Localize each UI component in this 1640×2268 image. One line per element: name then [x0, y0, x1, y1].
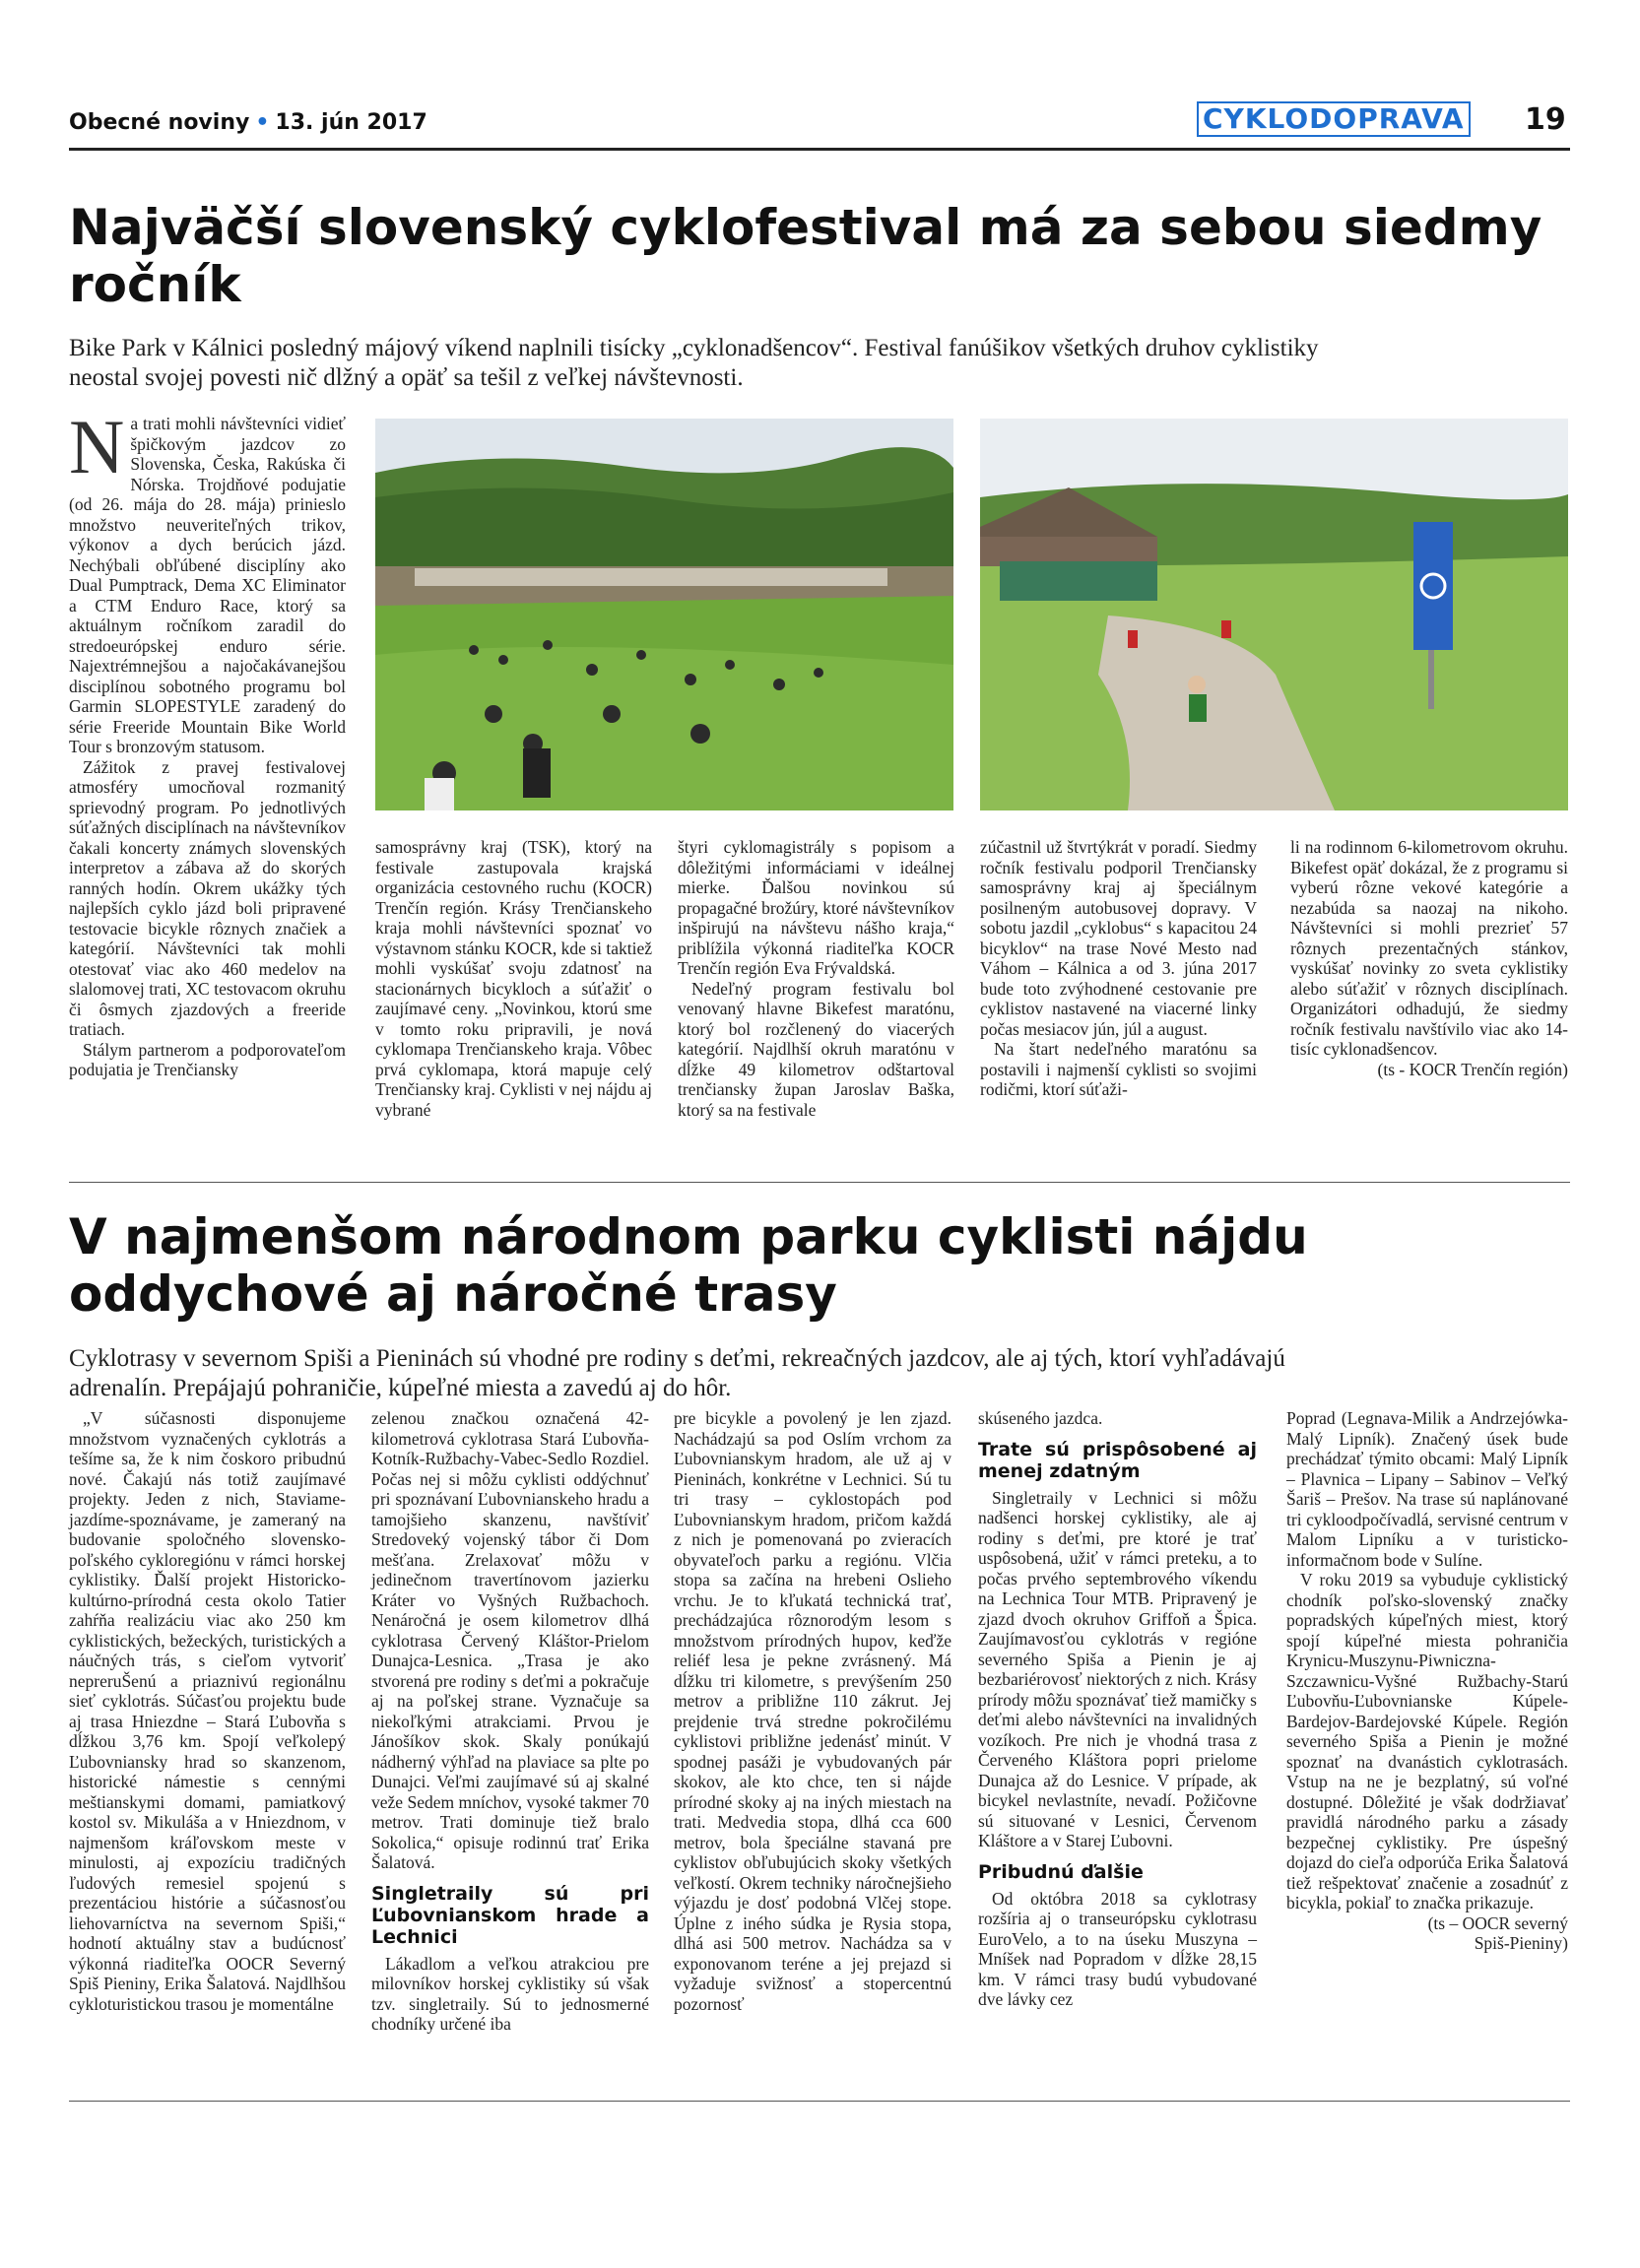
article1-column-2	[375, 837, 652, 1120]
kids-cycling-photo	[980, 419, 1568, 810]
festival-crowd-photo	[375, 419, 953, 810]
article2-headline-line2: oddychové aj náročné trasy	[69, 1265, 837, 1323]
article2-col4-paragraph0: skúseného jazdca.	[978, 1408, 1103, 1428]
article2-subhead-singletraily: Singletraily sú pri Ľubovnianskom hrade a Lechnici	[371, 1882, 649, 1948]
article1-headline-line2: ročník	[69, 256, 241, 313]
paper-name: Obecné noviny	[69, 110, 250, 135]
article-divider	[69, 1182, 1570, 1183]
article1-col1-paragraph2: Zážitok z pravej festivalovej atmosféry umocňoval rozmanitý sprievodný program. Po jednotlivých súťažných disciplínach na návštevníkov čakali koncerty známych slovenských interpretov a zábava až do skorých ranných hodín. Okrem ukážky tých najlepších cyklo jázd boli pripravené testovacie bicykle rôznych značiek a kategórií. Návštevníci tak mohli otestovať viac ako 460 medelov na slalomovej trati, XC testovacom okruhu či ôsmych zjazdových a freeride tratiach.	[69, 756, 346, 1039]
article2-subhead-trate: Trate sú prispôsobené aj menej zdatným	[978, 1438, 1257, 1482]
article2-lede-line1: Cyklotrasy v severnom Spiši a Pieninách sú vhodné pre rodiny s deťmi, rekreačných jazdcov, ale aj tých, ktorí vyhľadávajú	[69, 1345, 1285, 1372]
page-number: 19	[1525, 102, 1566, 137]
article1-col3-paragraph1: štyri cyklomagistrály s popisom a dôležitými informáciami v ideálnej mierke. Ďalšou novinkou sú propagačné brožúry, ktoré návštevníkov inšpirujú na návštevu nášho kraja,“ priblížila výkonná riaditeľka KOCR Trenčín región Eva Frývaldská.	[678, 837, 954, 978]
article1-col1-text1: a trati mohli návštevníci vidieť špičkovým jazdcov zo Slovenska, Česka, Rakúska či Nórska. Trojdňové podujatie (od 26. mája do 28. mája) prinieslo množstvo neuveriteľných trikov, výkonov a dych berúcich jázd. Nechýbali obľúbené disciplíny ako Dual Pumptrack, Dema XC Eliminator a CTM Enduro Race, ktorý sa aktuálnym ročníkom zaradil do stredoeurópskej enduro série. Najextrémnejšou a najočakávanejšou disciplínou sobotného programu bol Garmin SLOPESTYLE zaradený do série Freeride Mountain Bike World Tour s bronzovým statusom.	[69, 414, 346, 756]
article2-col2-paragraph1: zelenou značkou označená 42-kilometrová cyklotrasa Stará Ľubovňa-Kotník-Ružbachy-Vabec-Sedlo Rozdiel. Počas nej si môžu cyklisti oddýchnuť pri spoznávaní Ľubovnianskeho hradu a tamojšieho skanzenu, navštíviť Stredoveký vojenský tábor či Dom mešťana. Zrelaxovať môžu v jedinečnom travertínovom jazierku Kráter vo Vyšných Ružbachoch. Nenáročná je osem kilometrov dlhá cyklotrasa Červený Kláštor-Prielom Dunajca-Lesnica. „Trasa je ako stvorená pre rodiny s deťmi a pokračuje aj na poľskej strane. Vyznačuje sa niekoľkými atrakciami. Prvou je Jánošíkov skok. Skaly ponúkajú nádherný výhľad na plaviace sa plte po Dunajci. Veľmi zaujímavé sú aj skalné veže Sedem mníchov, vysoké takmer 70 metrov. Trati dominuje tiež bralo Sokolica,“ opisuje rodinnú trať Erika Šalatová.	[371, 1408, 649, 1872]
article2-column-3	[674, 1408, 951, 2014]
section-tag: CYKLODOPRAVA	[1197, 101, 1471, 137]
article2-col2-paragraph2: Lákadlom a veľkou atrakciou pre milovníkov horskej cyklistiky sú však tzv. singletraily. Sú to jednosmerné chodníky určené iba	[371, 1953, 649, 2034]
article1-headline	[69, 199, 1576, 313]
article1-col1-paragraph3: Stálym partnerom a podporovateľom podujatia je Trenčiansky	[69, 1039, 346, 1079]
article2-col5-paragraph1: Poprad (Legnava-Milik a Andrzejówka-Malý Lipník). Značený úsek bude prechádzať týmito obcami: Malý Lipník – Plavnica – Lipany – Sabinov – Veľký Šariš – Prešov. Na trase sú naplánované tri cykloodpočívadlá, servisné centrum v Malom Lipníku a v turisticko-informačnom bode v Sulíne.	[1286, 1408, 1568, 1570]
dropcap: N	[69, 404, 125, 489]
article1-column-5	[1290, 837, 1568, 1079]
article2-col4-paragraph1: Singletraily v Lechnici si môžu nadšenci horskej cyklistiky, ale aj rodiny s deťmi, pre ktoré je trať uspôsobená, užiť v rámci preteku, a to počas prvého septembrového víkendu na Lechnica Tour MTB. Pripravený je zjazd dvoch okruhov Griffoň a Špica. Zaujímavosťou cyklotrás v regióne severného Spiša a Pienin je aj bezbariérovosť niektorých z nich. Krásy prírody môžu spoznávať tiež mamičky s deťmi alebo návštevníci na invalidných vozíkoch. Pre nich je vhodná trasa z Červeného Kláštora popri prielome Dunajca až do Lesnice. V prípade, ak bicykel nevlastníte, nevadí. Požičovne sú situované v Lesnici, Červenom Kláštore a v Starej Ľubovni.	[978, 1487, 1257, 1850]
article2-lede-line2: adrenalín. Prepájajú pohraničie, kúpeľné miesta a zavedú aj do hôr.	[69, 1375, 732, 1401]
article2-subhead-pribudnu: Pribudnú ďalšie	[978, 1860, 1144, 1883]
article1-col2-paragraph1: samosprávny kraj (TSK), ktorý na festivale zastupovala krajská organizácia cestovného ruchu (KOCR) Trenčín región. Krásy Trenčianskeho kraja mohli návštevníci spoznať vo výstavnom stánku KOCR, kde si taktiež mohli vyskúšať svoju zdatnosť na stacionárnych bicykloch a súťažiť o zaujímavé ceny. „Novinkou, ktorú sme v tomto roku pripravili, je nová cyklomapa Trenčianskeho kraja. Vôbec prvá cyklomapa, ktorá mapuje celý Trenčiansky kraj. Cyklisti v nej nájdu aj vybrané	[375, 837, 652, 1120]
article1-col3-paragraph2: Nedeľný program festivalu bol venovaný hlavne Bikefest maratónu, ktorý bol rozčlenený do viacerých kategórií. Najdlhší okruh maratónu v dĺžke 49 kilometrov odštartoval trenčiansky župan Jaroslav Baška, ktorý sa na festivale	[678, 978, 954, 1120]
article2-credit-line1: (ts – OOCR severný	[1427, 1912, 1568, 1933]
article2-column-5	[1286, 1408, 1568, 1954]
footer-rule	[69, 2101, 1570, 2102]
article2-col1-paragraph1: „V súčasnosti disponujeme množstvom vyznačených cyklotrás a tešíme sa, že k nim čoskoro pribudnú nové. Čakajú nás totiž zaujímavé projekty. Jeden z nich, Staviame-jazdíme-spoznávame, je zameraný na budovanie spoločného slovensko-poľského cykloregiónu v rámci horskej cyklistiky. Ďalší projekt Historicko-kultúrno-prírodná cesta okolo Tatier zahŕňa realizáciu viac ako 250 km cyklistických, bežeckých, turistických a náučných trás, s cieľom vytvoriť nepreruŠenú a priaznivú regionálnu sieť cyklotrás. Súčasťou projektu bude aj trasa Hniezdne – Stará Ľubovňa s dĺžkou 3,76 km. Spojí veľkolepý Ľubovniansky hrad so skanzenom, historické námestie s cennými meštianskymi domami, pamiatkový kostol sv. Mikuláša a v Hniezdnom, v najmenšom kráľovskom meste v minulosti, aj expozíciu tradičných ľudových remesiel spojenú s prezentáciou histórie a súčasnosťou liehovarníctva na severnom Spiši,“ hodnotí aktuálny stav a budúcnosť výkonná riaditeľka OOCR Severný Spiš Pieniny, Erika Šalatová. Najdlhšou cykloturistickou trasou je momentálne	[69, 1408, 346, 2014]
article2-col5-paragraph2: V roku 2019 sa vybuduje cyklistický chodník poľsko-slovenský značky popradských kúpeľných miest, ktorý spojí kúpeľné miesta pohraničia Krynicu-Muszynu-Piwniczna-Szczawnicu-Vyšné Ružbachy-Starú Ľubovňu-Ľubovnianske Kúpele-Bardejov-Bardejovské Kúpele. Región severného Spiša a Pienin je možné spoznať na dvanástich cyklotrasách. Vstup na ne je bezplatný, sú voľné dostupné. Dôležité je však dodržiavať pravidlá národného parku a zásady bezpečnej cyklistiky. Pre úspešný dojazd do cieľa odporúča Erika Šalatová tiež rešpektovať značenie a zosadnúť z bicykla, pokiaľ to značka prikazuje.	[1286, 1570, 1568, 1912]
issue-date: 13. jún 2017	[275, 110, 427, 135]
article1-col1-paragraph1	[69, 404, 346, 757]
article1-lede-line2: neostal svojej povesti nič dlžný a opäť sa tešil z veľkej návštevnosti.	[69, 364, 744, 391]
article2-col3-paragraph1: pre bicykle a povolený je len zjazd. Nachádzajú sa pod Oslím vrchom za Ľubovnianskym hradom, ale už aj v Pieninách, konkrétne v Lechnici. Sú tu tri trasy – cyklostopách pod Ľubovnianskym hradom, pričom každá z nich je pomenovaná po zvieracích obyvateľoch parku a regiónu. Vlčia stopa sa začína na hrebeni Oslieho vrchu. Je to kľukatá technická trať, prechádzajúca rôznorodým lesom s množstvom prírodných hupov, keďže reliéf lesa je pekne zvrásnený. Má dĺžku tri kilometre, s prevýšením 250 metrov a približne 110 zákrut. Jej prejdenie trvá stredne pokročilému cyklistovi približne jedenásť minút. V spodnej pasáži je vybudovaných pár skokov, ale kto chce, ten si nájde prírodné skoky aj na iných miestach na trati. Medvedia stopa, dlhá cca 600 metrov, bola špeciálne stavaná pre cyklistov obľubujúcich skoky všetkých veľkostí. Okrem techniky náročnejšieho výjazdu je dosť podobná Vlčej stope. Úplne z iného súdka je Rysia stopa, dlhá asi 500 metrov. Nachádza sa v exponovanom teréne a jej prejazd si vyžaduje svižnosť a stopercentnú pozornosť	[674, 1408, 951, 2014]
article2-col4-paragraph2: Od októbra 2018 sa cyklotrasy rozšíria aj o transeurópsku cyklotrasu EuroVelo, a to na úseku Muszyna – Mníšek nad Popradom v dĺžke 28,15 km. V rámci trasy budú vybudované dve lávky cez	[978, 1888, 1257, 2009]
article2-credit	[1286, 1913, 1568, 1954]
article2-column-1	[69, 1408, 346, 2014]
article1-column-4	[980, 837, 1257, 1100]
separator-dot: •	[255, 110, 270, 135]
article1-lede	[69, 334, 1586, 393]
article1-column-3	[678, 837, 954, 1120]
article1-col5-paragraph1: li na rodinnom 6-kilometrovom okruhu. Bikefest opäť dokázal, že z programu si vyberú rôzne vekové kategórie a nezabúda sa naozaj na nikoho. Návštevníci si mohli prezrieť 57 rôznych prezentačných stánkov, vyskúšať novinky zo sveta cyklistiky alebo súťažiť v rôznych disciplínach. Organizátori odhadujú, že siedmy ročník festivalu navštívilo viac ako 14-tisíc cyklonadšencov.	[1290, 837, 1568, 1059]
article2-headline-line1: V najmenšom národnom parku cyklisti nájdu	[69, 1208, 1308, 1265]
article1-col4-paragraph2: Na štart nedeľného maratónu sa postavili i najmenší cyklisti so svojimi rodičmi, ktorí súťaži-	[980, 1039, 1257, 1099]
article2-credit-line2: Spiš-Pieniny)	[1474, 1933, 1568, 1953]
article2-lede	[69, 1344, 1586, 1403]
article2-column-2	[371, 1408, 649, 2035]
article2-column-4	[978, 1408, 1257, 2010]
newspaper-header	[69, 110, 427, 135]
article1-headline-line1: Najväčší slovenský cyklofestival má za sebou siedmy	[69, 199, 1542, 256]
article1-credit: (ts - KOCR Trenčín región)	[1377, 1059, 1568, 1079]
article1-lede-line1: Bike Park v Kálnici posledný májový víkend naplnili tisícky „cyklonadšencov“. Festival fanúšikov všetkých druhov cyklistiky	[69, 335, 1319, 361]
article1-col4-paragraph1: zúčastnil už štvrtýkrát v poradí. Siedmy ročník festivalu podporil Trenčiansky samosprávny kraj aj špeciálnym posilneným autobusovej dopravy. V sobotu jazdil „cyklobus“ s kapacitou 24 bicyklov“ na trase Nové Mesto nad Váhom – Kálnica a od 3. júna 2017 bude toto zvýhodnené cestovanie pre cyklistov nastavené na viacerné linky počas mesiacov jún, júl a august.	[980, 837, 1257, 1039]
article2-headline	[69, 1208, 1576, 1323]
article1-column-1	[69, 404, 346, 1080]
header-rule	[69, 148, 1570, 151]
